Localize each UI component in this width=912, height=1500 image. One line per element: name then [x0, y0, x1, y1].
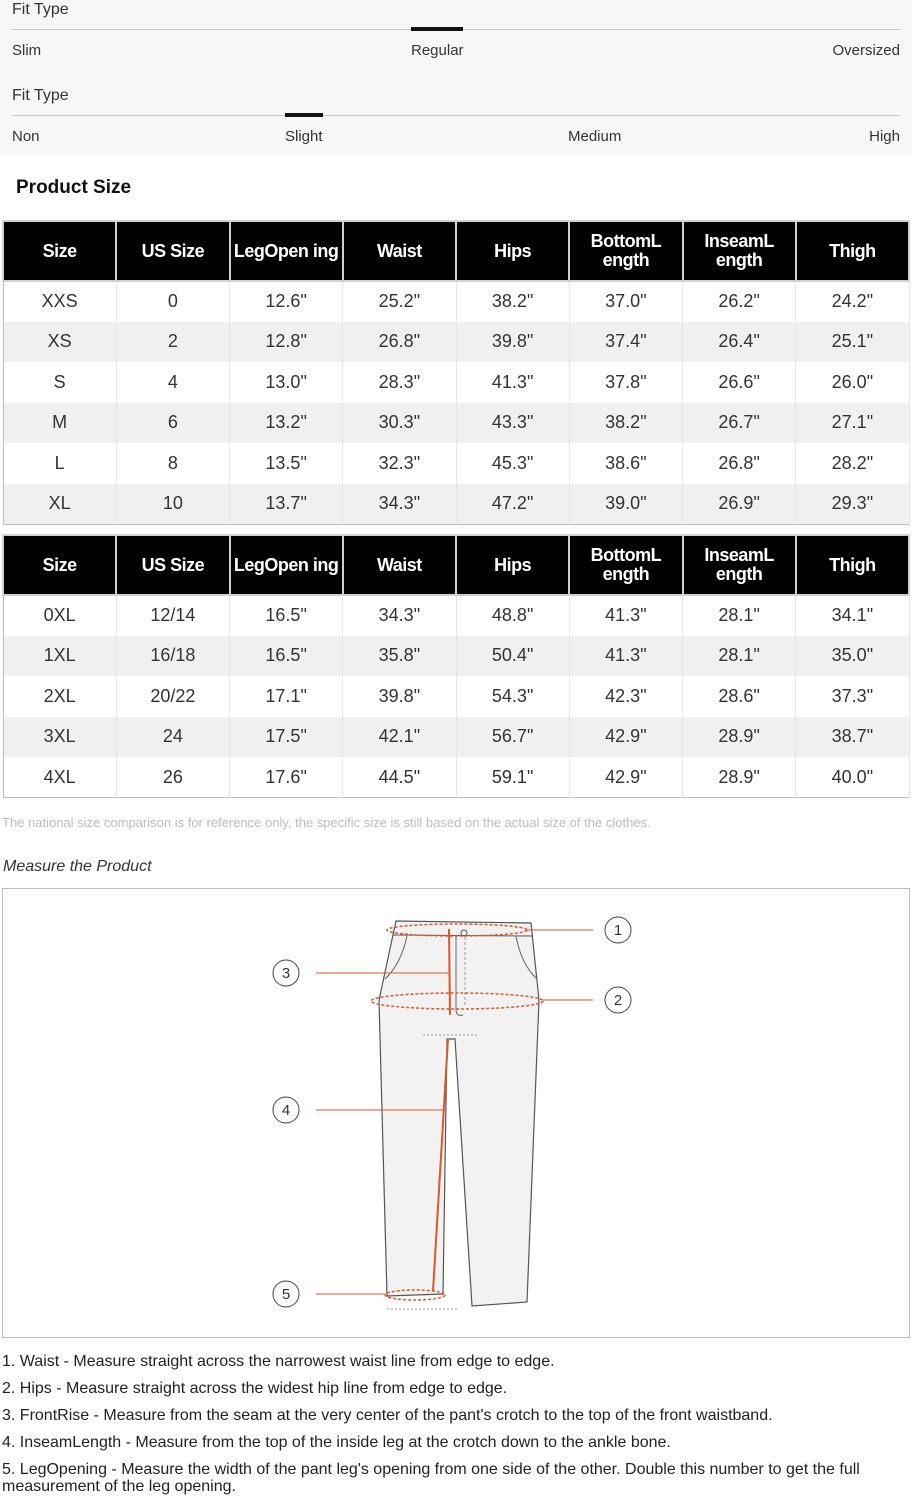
- table-cell: 38.6": [569, 443, 682, 484]
- header-inseam-length: InseamL ength: [683, 535, 796, 595]
- table-row: [3, 403, 909, 444]
- table-header-row: [3, 535, 909, 595]
- table-cell: 3XL: [3, 717, 116, 758]
- table-cell: 39.0": [569, 484, 682, 525]
- table-cell: 26.0": [796, 362, 909, 403]
- table-cell: 34.1": [796, 595, 909, 636]
- table-cell: 25.1": [796, 322, 909, 363]
- table-cell: 28.9": [683, 757, 796, 798]
- table-cell: 26.4": [683, 322, 796, 363]
- header-bottom-length: BottomL ength: [569, 221, 682, 281]
- table-cell: 26.8": [683, 443, 796, 484]
- instruction-inseam-length: 4. InseamLength - Measure from the top of the inside leg at the crotch down to the ankle bone.: [2, 1434, 671, 1451]
- table-row: [3, 636, 909, 677]
- table-cell: 39.8": [456, 322, 569, 363]
- table-row: [3, 595, 909, 636]
- table-cell: 28.1": [683, 595, 796, 636]
- table-cell: 54.3": [456, 676, 569, 717]
- header-size: Size: [3, 535, 116, 595]
- fit-label-medium: Medium: [568, 128, 622, 145]
- table-cell: 26.8": [343, 322, 456, 363]
- table-cell: 38.7": [796, 717, 909, 758]
- table-cell: 42.9": [569, 717, 682, 758]
- table-cell: 32.3": [343, 443, 456, 484]
- table-cell: 41.3": [569, 636, 682, 677]
- table-cell: 56.7": [456, 717, 569, 758]
- fit-label-slim: Slim: [12, 42, 42, 59]
- instruction-hips: 2. Hips - Measure straight across the widest hip line from edge to edge.: [2, 1380, 508, 1397]
- callout-1: [605, 917, 631, 943]
- size-table-regular: [2, 220, 910, 525]
- table-cell: 12/14: [116, 595, 229, 636]
- instruction-leg-opening: 5. LegOpening - Measure the width of the pant leg's opening from one side of the other. Double this number to get the full measurement of the leg opening.: [2, 1461, 860, 1495]
- header-inseam-length: InseamL ength: [683, 221, 796, 281]
- table-cell: 48.8": [456, 595, 569, 636]
- table-cell: 13.5": [230, 443, 343, 484]
- table-cell: 41.3": [456, 362, 569, 403]
- table-cell: 43.3": [456, 403, 569, 444]
- fit-label-non: Non: [12, 128, 40, 145]
- table-cell: 30.3": [343, 403, 456, 444]
- header-leg-opening: LegOpen ing: [230, 535, 343, 595]
- size-table-body: [3, 281, 909, 524]
- table-cell: 6: [116, 403, 229, 444]
- table-cell: 0: [116, 281, 229, 322]
- header-bottom-length: BottomL ength: [569, 535, 682, 595]
- fit-type-panel: [0, 0, 912, 155]
- fit-label-regular: Regular: [411, 42, 464, 59]
- table-cell: 37.8": [569, 362, 682, 403]
- table-row: [3, 443, 909, 484]
- table-cell: 39.8": [343, 676, 456, 717]
- callout-5: [273, 1281, 299, 1307]
- table-cell: 2: [116, 322, 229, 363]
- front-rise-measure-line: [449, 929, 450, 1015]
- table-cell: 38.2": [569, 403, 682, 444]
- table-cell: XXS: [3, 281, 116, 322]
- table-cell: XL: [3, 484, 116, 525]
- table-cell: 28.2": [796, 443, 909, 484]
- header-size: Size: [3, 221, 116, 281]
- table-cell: 12.6": [230, 281, 343, 322]
- table-cell: 37.3": [796, 676, 909, 717]
- callout-5-label: 5: [281, 1286, 291, 1303]
- table-cell: 17.6": [230, 757, 343, 798]
- table-cell: 28.6": [683, 676, 796, 717]
- table-cell: 28.1": [683, 636, 796, 677]
- callout-1-label: 1: [613, 922, 623, 939]
- instruction-front-rise: 3. FrontRise - Measure from the seam at the very center of the pant's crotch to the top of the front waistband.: [2, 1407, 773, 1424]
- table-cell: 1XL: [3, 636, 116, 677]
- table-cell: 12.8": [230, 322, 343, 363]
- header-thigh: Thigh: [796, 535, 909, 595]
- table-cell: 34.3": [343, 595, 456, 636]
- table-cell: 24: [116, 717, 229, 758]
- table-cell: 40.0": [796, 757, 909, 798]
- table-cell: 16.5": [230, 595, 343, 636]
- table-cell: 24.2": [796, 281, 909, 322]
- table-cell: 17.5": [230, 717, 343, 758]
- table-row: [3, 362, 909, 403]
- table-cell: 38.2": [456, 281, 569, 322]
- table-cell: 26.6": [683, 362, 796, 403]
- table-cell: 13.0": [230, 362, 343, 403]
- table-row: [3, 281, 909, 322]
- callout-2: [605, 987, 631, 1013]
- table-cell: 26.9": [683, 484, 796, 525]
- table-cell: 45.3": [456, 443, 569, 484]
- table-cell: 50.4": [456, 636, 569, 677]
- table-cell: 37.4": [569, 322, 682, 363]
- fit-scale-title: Fit Type: [12, 87, 69, 104]
- header-hips: Hips: [456, 535, 569, 595]
- table-cell: 4: [116, 362, 229, 403]
- table-cell: 29.3": [796, 484, 909, 525]
- table-cell: 16.5": [230, 636, 343, 677]
- measure-title: Measure the Product: [3, 858, 152, 875]
- header-waist: Waist: [343, 221, 456, 281]
- header-hips: Hips: [456, 221, 569, 281]
- header-leg-opening: LegOpen ing: [230, 221, 343, 281]
- table-cell: 8: [116, 443, 229, 484]
- table-cell: 35.0": [796, 636, 909, 677]
- table-cell: 47.2": [456, 484, 569, 525]
- table-cell: 2XL: [3, 676, 116, 717]
- table-cell: 0XL: [3, 595, 116, 636]
- table-cell: 35.8": [343, 636, 456, 677]
- table-cell: 25.2": [343, 281, 456, 322]
- callout-3: [273, 960, 299, 986]
- size-reference-note: The national size comparison is for reference only, the specific size is still based on the actual size of the clothes.: [2, 815, 651, 830]
- table-cell: 20/22: [116, 676, 229, 717]
- table-cell: M: [3, 403, 116, 444]
- table-cell: S: [3, 362, 116, 403]
- fit-label-high: High: [869, 128, 900, 145]
- fit-scale-track: [12, 115, 900, 116]
- table-row: [3, 484, 909, 525]
- product-size-title: Product Size: [16, 177, 132, 198]
- table-cell: L: [3, 443, 116, 484]
- table-cell: XS: [3, 322, 116, 363]
- table-cell: 10: [116, 484, 229, 525]
- table-cell: 41.3": [569, 595, 682, 636]
- callout-3-label: 3: [281, 965, 291, 982]
- table-cell: 16/18: [116, 636, 229, 677]
- callout-4: [273, 1097, 299, 1123]
- table-cell: 44.5": [343, 757, 456, 798]
- table-cell: 27.1": [796, 403, 909, 444]
- measurement-diagram: [2, 888, 910, 1338]
- table-row: [3, 717, 909, 758]
- header-waist: Waist: [343, 535, 456, 595]
- table-cell: 59.1": [456, 757, 569, 798]
- callout-2-label: 2: [613, 992, 623, 1009]
- table-cell: 26.7": [683, 403, 796, 444]
- table-row: [3, 676, 909, 717]
- table-cell: 37.0": [569, 281, 682, 322]
- size-table-body: [3, 595, 909, 798]
- table-cell: 13.2": [230, 403, 343, 444]
- table-row: [3, 322, 909, 363]
- fit-scale-selected-marker: [285, 113, 323, 117]
- fit-scale-selected-marker: [411, 27, 463, 31]
- instruction-waist: 1. Waist - Measure straight across the narrowest waist line from edge to edge.: [2, 1353, 555, 1370]
- header-us-size: US Size: [116, 535, 229, 595]
- table-cell: 28.9": [683, 717, 796, 758]
- size-table-plus: [2, 534, 910, 798]
- table-cell: 26.2": [683, 281, 796, 322]
- fit-scale-title: Fit Type: [12, 1, 69, 18]
- table-cell: 42.3": [569, 676, 682, 717]
- fit-label-oversized: Oversized: [832, 42, 900, 59]
- table-cell: 42.1": [343, 717, 456, 758]
- table-cell: 34.3": [343, 484, 456, 525]
- measure-instructions: [2, 1353, 910, 1500]
- pants-outline: [379, 921, 539, 1306]
- table-cell: 26: [116, 757, 229, 798]
- table-cell: 4XL: [3, 757, 116, 798]
- table-cell: 28.3": [343, 362, 456, 403]
- table-row: [3, 757, 909, 798]
- pants-diagram: [3, 889, 911, 1339]
- table-cell: 42.9": [569, 757, 682, 798]
- header-us-size: US Size: [116, 221, 229, 281]
- header-thigh: Thigh: [796, 221, 909, 281]
- table-header-row: [3, 221, 909, 281]
- table-cell: 17.1": [230, 676, 343, 717]
- callout-4-label: 4: [281, 1102, 291, 1119]
- table-cell: 13.7": [230, 484, 343, 525]
- fit-label-slight: Slight: [285, 128, 323, 145]
